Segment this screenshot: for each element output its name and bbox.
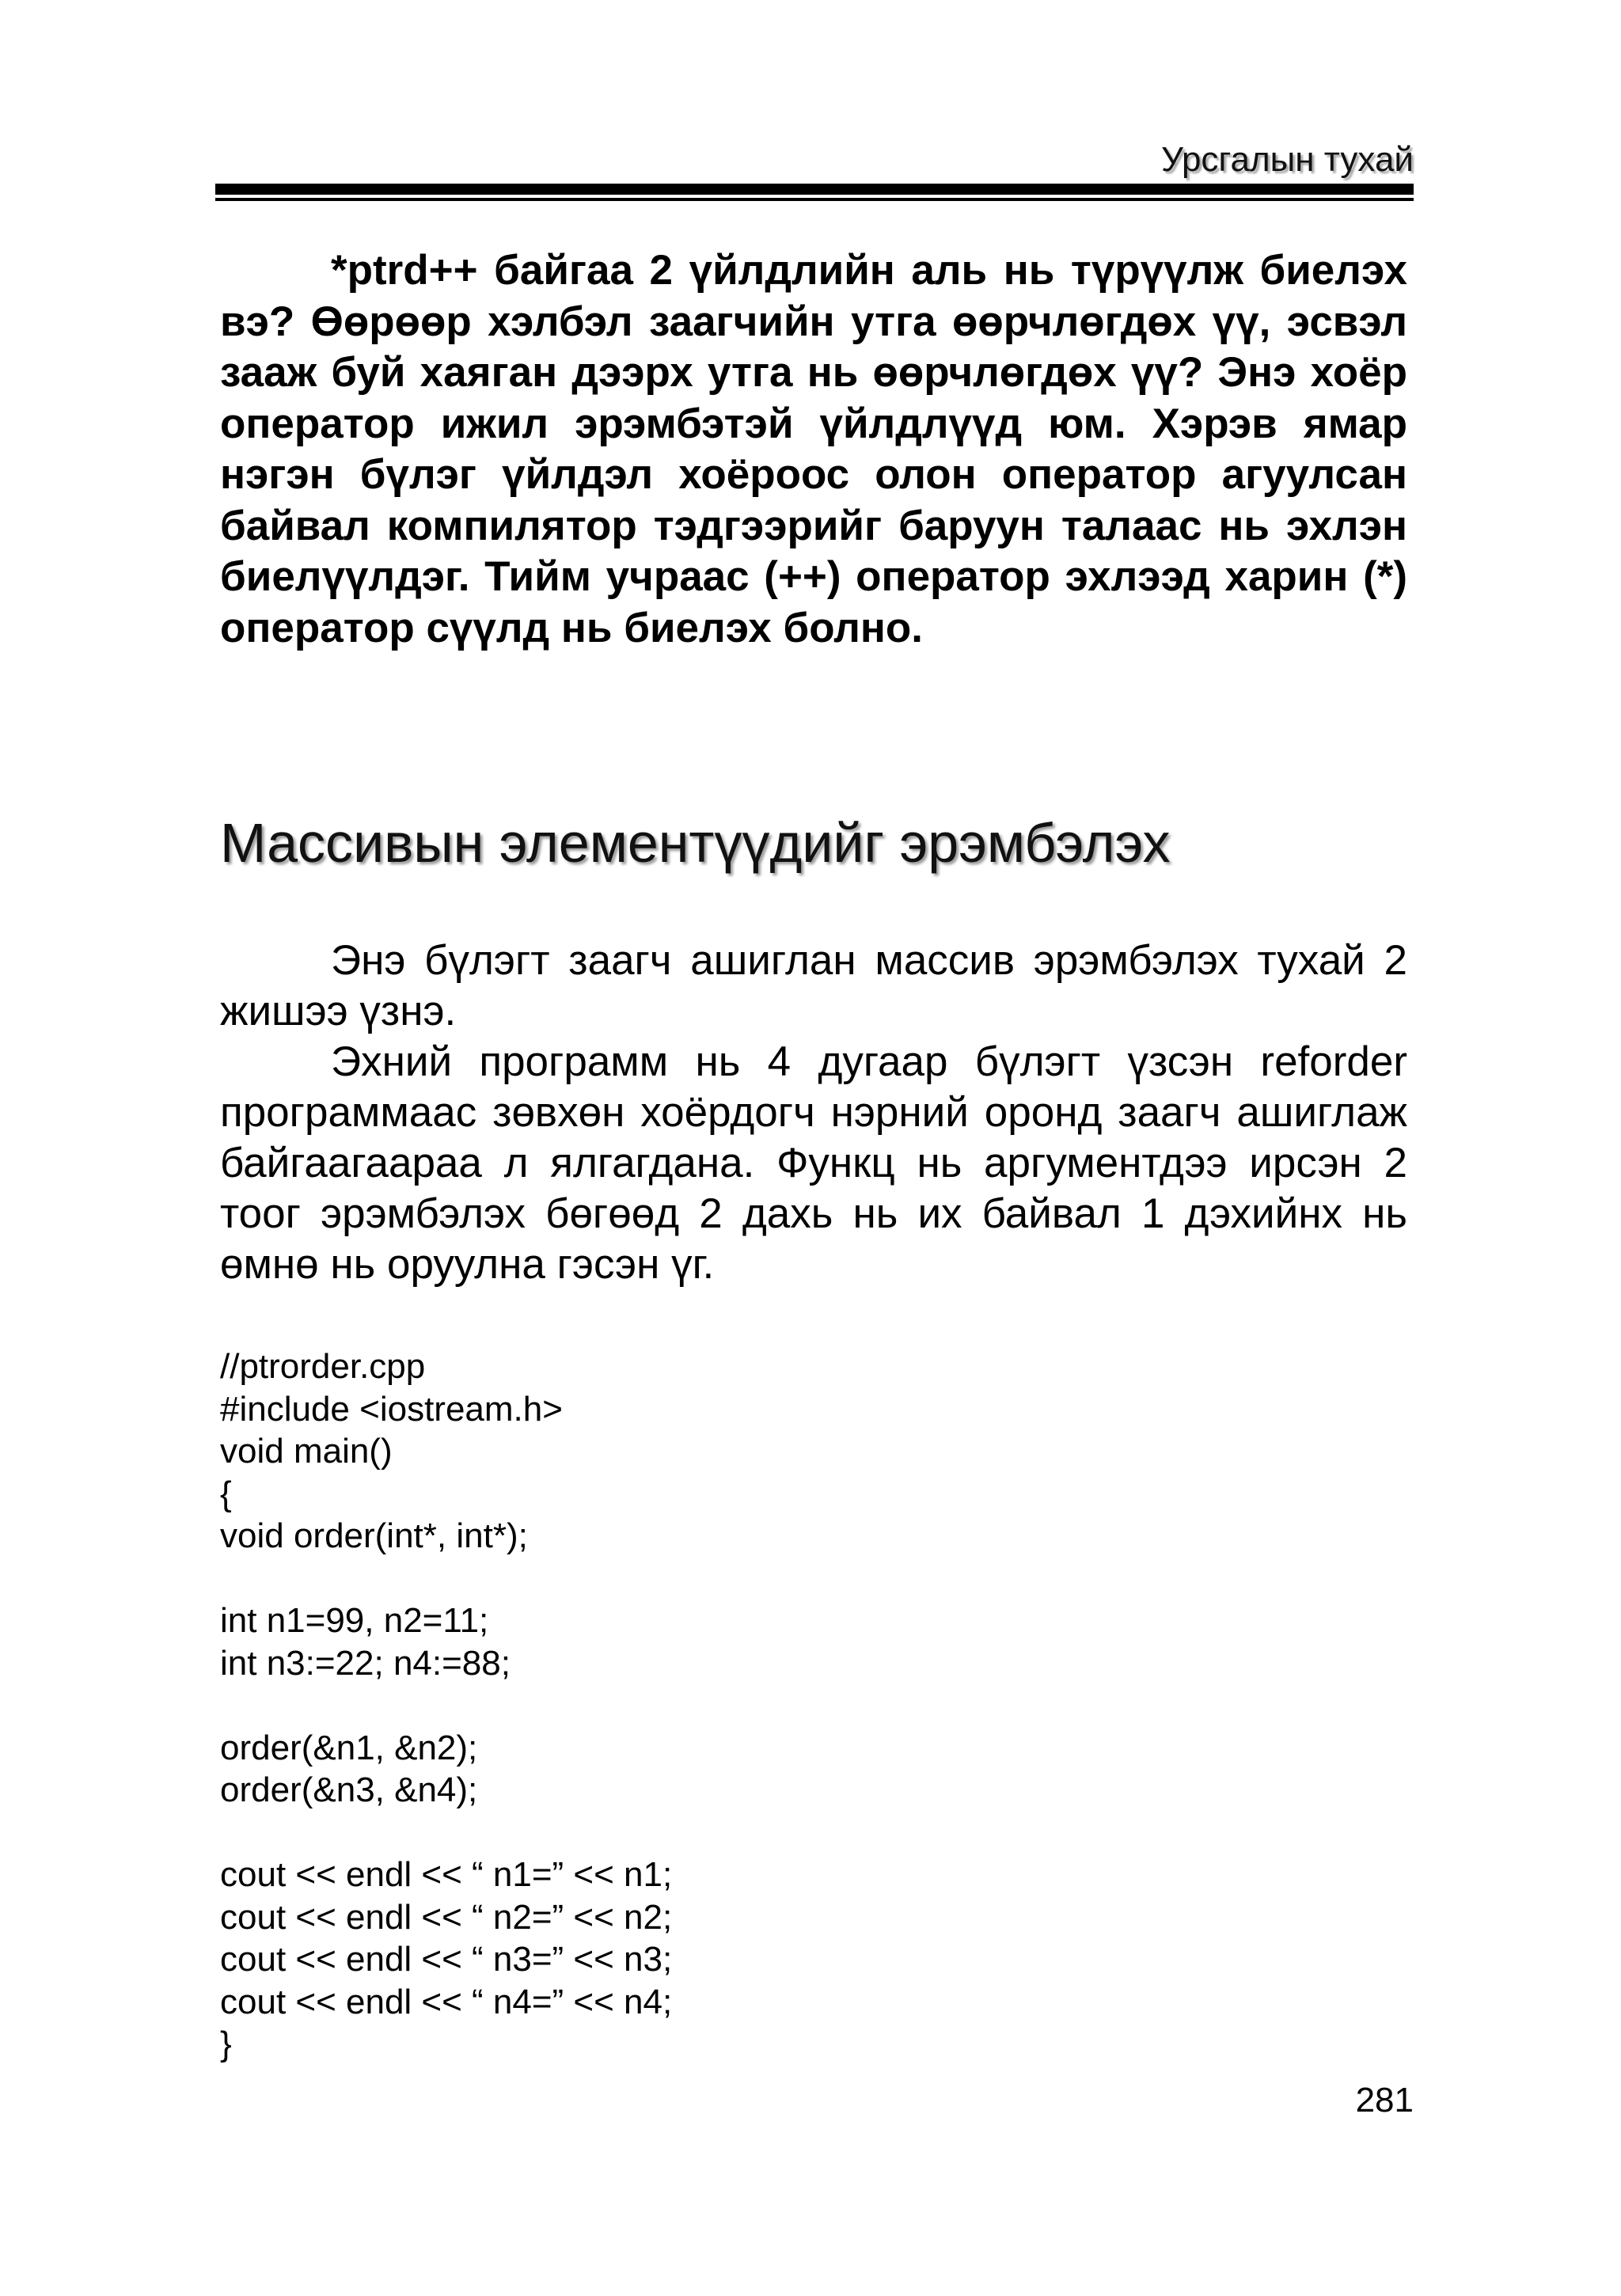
code-line: cout << endl << “ n4=” << n4; — [220, 1982, 673, 2021]
code-line — [220, 1558, 672, 1600]
code-line: void main() — [220, 1432, 393, 1471]
page-number: 281 — [1355, 2081, 1414, 2120]
code-listing — [220, 1345, 672, 2066]
code-line: void order(int*, int*); — [220, 1516, 528, 1555]
header-rule — [215, 184, 1414, 195]
code-line: cout << endl << “ n1=” << n1; — [220, 1855, 673, 1894]
code-line: #include <iostream.h> — [220, 1389, 563, 1429]
code-line: int n3:=22; n4:=88; — [220, 1643, 511, 1683]
code-line: cout << endl << “ n2=” << n2; — [220, 1897, 673, 1937]
code-line — [220, 1812, 672, 1854]
bold-paragraph: *ptrd++ байгаа 2 үйлдлийн аль нь түрүүлж биелэх вэ? Өөрөөр хэлбэл заагчийн утга өөрчлөгдөх үү, эсвэл зааж буй хаяган дээрх утга нь өөрчлөгдөх үү? Энэ хоёр оператор ижил эрэмбэтэй үйлдлүүд юм. Хэрэв ямар нэгэн бүлэг үйлдэл хоёроос олон оператор агуулсан байвал компилятор тэдгээрийг баруун талаас нь эхлэн биелүүлдэг. Тийм учраас (++) оператор эхлээд харин (*) оператор сүүлд нь биелэх болно. — [220, 247, 1407, 651]
code-line: order(&n3, &n4); — [220, 1770, 478, 1809]
code-line: //ptrorder.cpp — [220, 1347, 426, 1386]
code-line: cout << endl << “ n3=” << n3; — [220, 1940, 673, 1979]
section-title: Массивын элементүүдийг эрэмбэлэх — [220, 812, 1171, 874]
paragraph: Энэ бүлэгт заагч ашиглан массив эрэмбэлэх тухай 2 жишээ үзнэ. — [220, 937, 1407, 1034]
code-line: } — [220, 2025, 232, 2063]
paragraph: Эхний программ нь 4 дугаар бүлэгт үзсэн reforder программаас зөвхөн хоёрдогч нэрний оронд заагч ашиглаж байгаагаараа л ялгагдана. Функц нь аргументдээ ирсэн 2 тоог эрэмбэлэх бөгөөд 2 дахь нь их байвал 1 дэхийнх нь өмнө нь оруулна гэсэн үг. — [220, 1038, 1407, 1288]
code-line: { — [220, 1474, 232, 1513]
header-rule-thin — [215, 198, 1414, 201]
body-text — [220, 935, 1407, 1290]
running-header: Урсгалын тухай — [1160, 140, 1414, 179]
code-line: int n1=99, n2=11; — [220, 1601, 489, 1640]
code-line — [220, 1684, 672, 1727]
bold-paragraph-block — [220, 245, 1407, 654]
code-line: order(&n1, &n2); — [220, 1728, 478, 1767]
